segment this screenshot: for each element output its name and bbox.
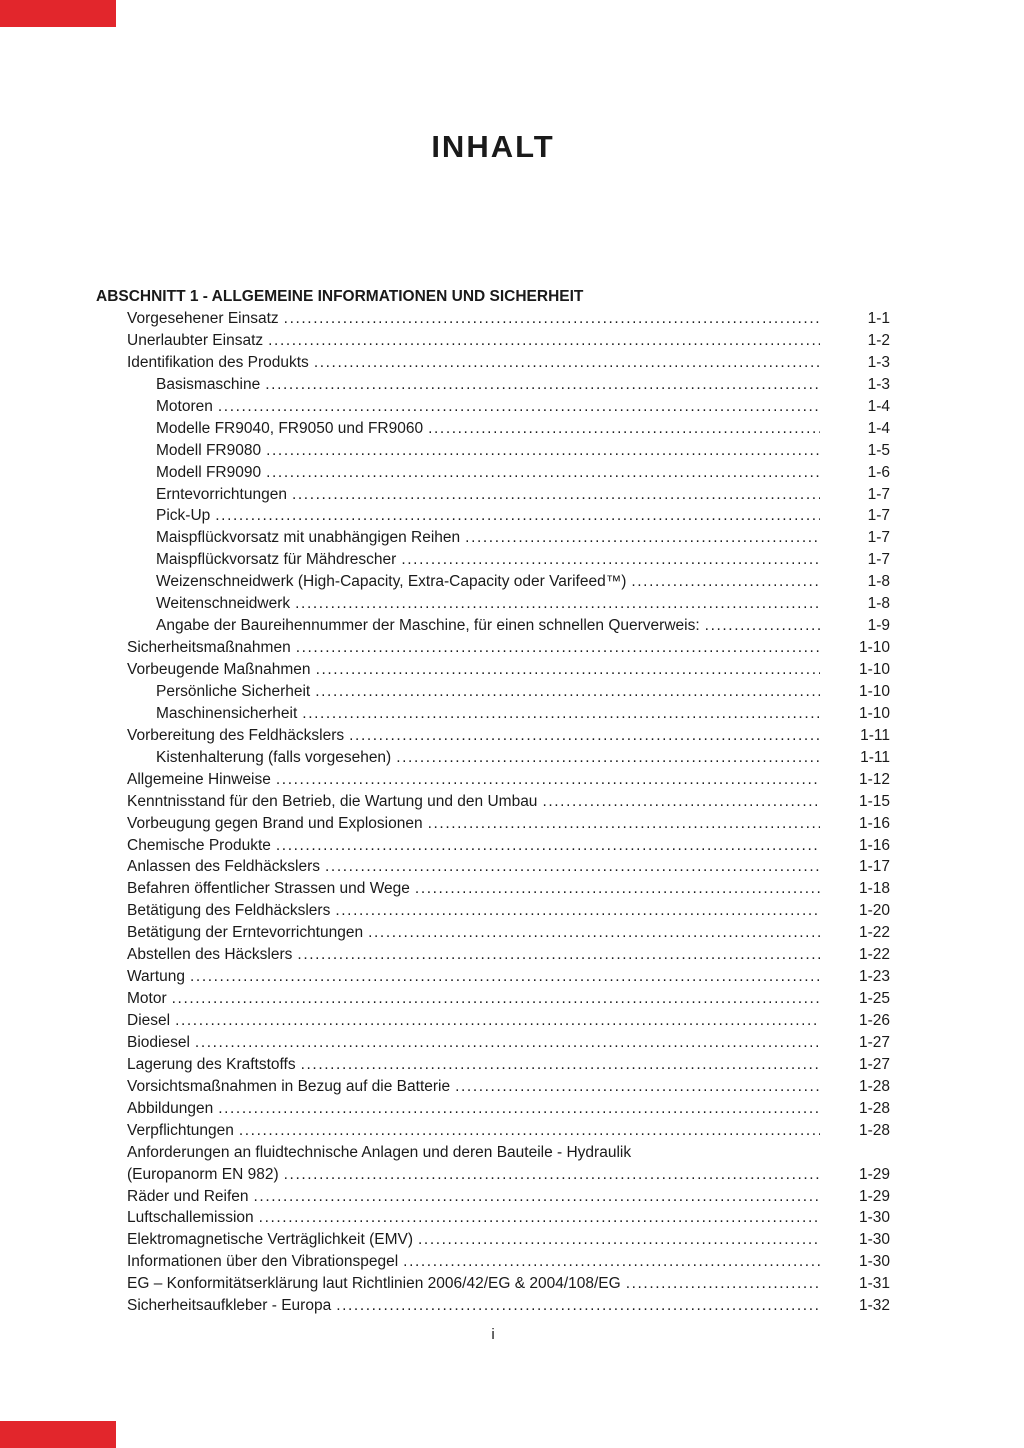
toc-entry-label: Diesel [127,1012,171,1029]
toc-entry [96,1275,890,1297]
toc-entry-page: 1-16 [858,836,890,854]
toc-entry-page: 1-7 [867,485,890,503]
leader-dots [428,815,820,833]
toc-entry-label: Modelle FR9040, FR9050 und FR9060 [156,419,424,437]
toc-entry [96,486,890,508]
toc-entry-page: 1-9 [867,617,890,635]
toc-entry [96,705,890,727]
toc-entry-page: 1-10 [858,661,890,678]
toc-entry-label: Biodiesel [127,1033,190,1051]
toc-entry-label: Anlassen des Feldhäckslers [127,858,320,876]
leader-dots [465,529,820,547]
document-title: INHALT [431,129,555,164]
toc-entry [96,1188,890,1210]
toc-entry [96,1034,890,1056]
leader-dots [254,1188,821,1206]
toc-entry-page: 1-7 [867,529,890,547]
toc-entry [96,464,890,486]
toc-entry-page: 1-28 [858,1099,890,1117]
toc-entry [96,727,890,749]
toc-entry [96,1122,890,1144]
toc-entry [96,968,890,990]
leader-dots [215,507,820,525]
leader-dots [626,1275,820,1293]
toc-entry [96,749,890,771]
toc-entry [96,551,890,573]
toc-entry-page: 1-31 [858,1275,890,1293]
toc-entry-page: 1-16 [858,814,890,832]
page-footer [96,1325,890,1345]
toc-entry-label: Kistenhalterung (falls vorgesehen) [156,748,392,766]
toc-entry-page: 1-25 [858,990,890,1008]
toc-entry [96,442,890,464]
toc-entry-label: Modell FR9090 [156,463,262,481]
toc-entry-page: 1-7 [867,507,890,525]
toc-entry-label: Allgemeine Hinweise [127,770,271,788]
leader-dots [415,880,820,898]
toc-entry-label: Lagerung des Kraftstoffs [127,1055,296,1073]
leader-dots [266,464,820,482]
toc-entry [96,529,890,551]
leader-dots [418,1231,820,1249]
toc-entry-label: Motor [127,990,167,1008]
toc-entries [96,310,890,1319]
toc-entry [96,1231,890,1253]
toc-entry-page: 1-30 [858,1231,890,1249]
toc-entry [96,595,890,617]
toc-entry-label: Räder und Reifen [127,1187,249,1205]
toc-entry-page: 1-2 [867,331,890,349]
toc-entry-page: 1-11 [860,726,890,744]
leader-dots [218,398,820,416]
page-number: i [491,1326,495,1344]
leader-dots [284,1166,820,1184]
toc-entry-label: Informationen über den Vibrationspegel [127,1253,399,1271]
toc-entry-label: Vorbeugende Maßnahmen [127,661,311,678]
toc-entry [96,354,890,376]
leader-dots [195,1034,820,1052]
toc-entry-label: Befahren öffentlicher Strassen und Wege [127,880,410,898]
toc-entry [96,639,890,661]
toc-entry-label: Motoren [156,397,213,415]
toc-entry [96,1166,890,1188]
leader-dots [259,1209,820,1227]
toc-entry [96,771,890,793]
toc-entry-page: 1-4 [867,397,890,415]
toc-entry-label: Betätigung des Feldhäckslers [127,902,331,920]
toc-entry-page: 1-23 [858,968,890,986]
leader-dots [316,661,820,679]
toc-entry [96,858,890,880]
toc-entry-wrapped-line [96,1144,890,1166]
toc-entry-label: Vorbereitung des Feldhäckslers [127,726,345,744]
leader-dots [172,990,820,1008]
toc-entry-page: 1-12 [858,770,890,788]
toc-entry-label: Luftschallemission [127,1209,254,1227]
toc-entry-label: Unerlaubter Einsatz [127,331,264,349]
toc-entry-page: 1-18 [858,880,890,898]
toc-entry-page: 1-27 [858,1033,890,1051]
leader-dots [314,354,820,372]
toc-entry [96,310,890,332]
leader-dots [315,683,820,701]
toc-entry-label: Modell FR9080 [156,441,262,459]
toc-entry-page: 1-4 [867,419,890,437]
leader-dots [349,727,820,745]
leader-dots [401,551,820,569]
leader-dots [403,1253,820,1271]
leader-dots [265,376,820,394]
toc-entry-label: Identifikation des Produkts [127,353,309,371]
toc-entry [96,573,890,595]
toc-entry [96,376,890,398]
toc-entry-label: Pick-Up [156,507,211,525]
toc-entry-page: 1-17 [858,858,890,876]
toc-entry-page: 1-28 [858,1121,890,1139]
toc-entry [96,332,890,354]
leader-dots [325,858,820,876]
leader-dots [190,968,820,986]
toc-entry [96,617,890,639]
leader-dots [268,332,820,350]
toc-entry-page: 1-3 [867,353,890,371]
toc-entry-page: 1-3 [867,375,890,393]
toc-entry-label: Abstellen des Häckslers [127,946,293,964]
leader-dots [239,1122,820,1140]
leader-dots [297,946,820,964]
toc-entry [96,924,890,946]
toc-entry-page: 1-10 [858,704,890,722]
toc-entry-label: Wartung [127,968,186,986]
toc-entry-page: 1-32 [858,1297,890,1315]
toc-entry-label: Chemische Produkte [127,836,271,854]
toc-entry-page: 1-8 [867,573,890,591]
toc-entry-page: 1-1 [867,310,890,327]
leader-dots [631,573,820,591]
toc-entry-label: Abbildungen [127,1099,214,1117]
toc-entry-label: Sicherheitsmaßnahmen [127,639,291,657]
toc-entry [96,1056,890,1078]
leader-dots [428,420,820,438]
toc-entry-page: 1-27 [858,1055,890,1073]
toc-entry [96,420,890,442]
leader-dots [335,902,820,920]
toc-entry [96,990,890,1012]
toc-entry [96,1253,890,1275]
toc-entry [96,507,890,529]
toc-entry-page: 1-15 [858,792,890,810]
toc-entry-label: Verpflichtungen [127,1121,234,1139]
toc-entry [96,1297,890,1319]
leader-dots [276,771,820,789]
toc-entry-label: Angabe der Baureihennummer der Maschine, für einen schnellen Querverweis: [156,617,700,635]
toc-entry-label: Persönliche Sicherheit [156,682,311,700]
toc-entry-page: 1-5 [867,441,890,459]
leader-dots [266,442,820,460]
toc-entry-label: Elektromagnetische Verträglichkeit (EMV) [127,1231,414,1249]
toc-entry-page: 1-10 [858,639,890,657]
toc-entry [96,880,890,902]
leader-dots [296,639,820,657]
toc-entry-label: Betätigung der Erntevorrichtungen [127,924,364,942]
leader-dots [368,924,820,942]
toc-entry [96,1100,890,1122]
toc-entry [96,902,890,924]
leader-dots [336,1297,820,1315]
leader-dots [542,793,820,811]
toc-entry-label: Anforderungen an fluidtechnische Anlagen und deren Bauteile - Hydraulik [127,1143,632,1161]
toc-entry [96,1078,890,1100]
toc-entry-page: 1-20 [858,902,890,920]
toc-entry-label: Maschinensicherheit [156,704,298,722]
toc-entry-label: Vorsichtsmaßnahmen in Bezug auf die Batterie [127,1077,451,1095]
leader-dots [455,1078,820,1096]
red-corner-mark-bottom [0,1421,116,1448]
leader-dots [302,705,820,723]
toc-entry [96,1209,890,1231]
toc-entry [96,398,890,420]
toc-entry [96,661,890,683]
leader-dots [292,486,820,504]
toc-entry [96,815,890,837]
toc-entry-label: Kenntnisstand für den Betrieb, die Wartung und den Umbau [127,792,538,810]
toc-entry-label: Vorbeugung gegen Brand und Explosionen [127,814,423,832]
leader-dots [218,1100,820,1118]
toc-entry-page: 1-29 [858,1187,890,1205]
page-content [96,0,890,1448]
toc-entry-label: Erntevorrichtungen [156,485,287,503]
leader-dots [396,749,820,767]
toc-entry-page: 1-22 [858,924,890,942]
toc-entry-label: Weizenschneidwerk (High-Capacity, Extra-Capacity oder Varifeed™) [156,573,627,591]
leader-dots [284,310,820,328]
leader-dots [276,837,820,855]
toc-entry-page: 1-29 [858,1165,890,1183]
leader-dots [175,1012,820,1030]
section-heading: ABSCHNITT 1 - ALLGEMEINE INFORMATIONEN UND SICHERHEIT [96,288,584,305]
toc-entry [96,1012,890,1034]
toc-entry-label: (Europanorm EN 982) [127,1165,279,1183]
toc-entry [96,837,890,859]
toc-entry-page: 1-26 [858,1012,890,1029]
toc-entry [96,683,890,705]
toc-entry-page: 1-22 [858,946,890,964]
leader-dots [295,595,820,613]
toc-entry [96,946,890,968]
toc-entry-label: Sicherheitsaufkleber - Europa [127,1297,332,1315]
leader-dots [301,1056,820,1074]
toc-entry-label: Vorgesehener Einsatz [127,310,279,327]
toc-entry-label: EG – Konformitätserklärung laut Richtlinien 2006/42/EG & 2004/108/EG [127,1275,621,1293]
toc-entry-page: 1-6 [867,463,890,481]
toc-entry-page: 1-7 [867,551,890,569]
toc-entry-page: 1-28 [858,1077,890,1095]
toc-entry-label: Maispflückvorsatz für Mähdrescher [156,551,397,569]
toc-entry-page: 1-30 [858,1253,890,1271]
toc-entry-label: Weitenschneidwerk [156,595,291,613]
toc-entry-page: 1-30 [858,1209,890,1227]
leader-dots [705,617,820,635]
toc-entry-page: 1-10 [858,682,890,700]
toc-entry [96,793,890,815]
toc-entry-page: 1-8 [867,595,890,613]
toc-entry-page: 1-11 [860,748,890,766]
toc-entry-label: Basismaschine [156,375,261,393]
toc-entry-label: Maispflückvorsatz mit unabhängigen Reihen [156,529,461,547]
